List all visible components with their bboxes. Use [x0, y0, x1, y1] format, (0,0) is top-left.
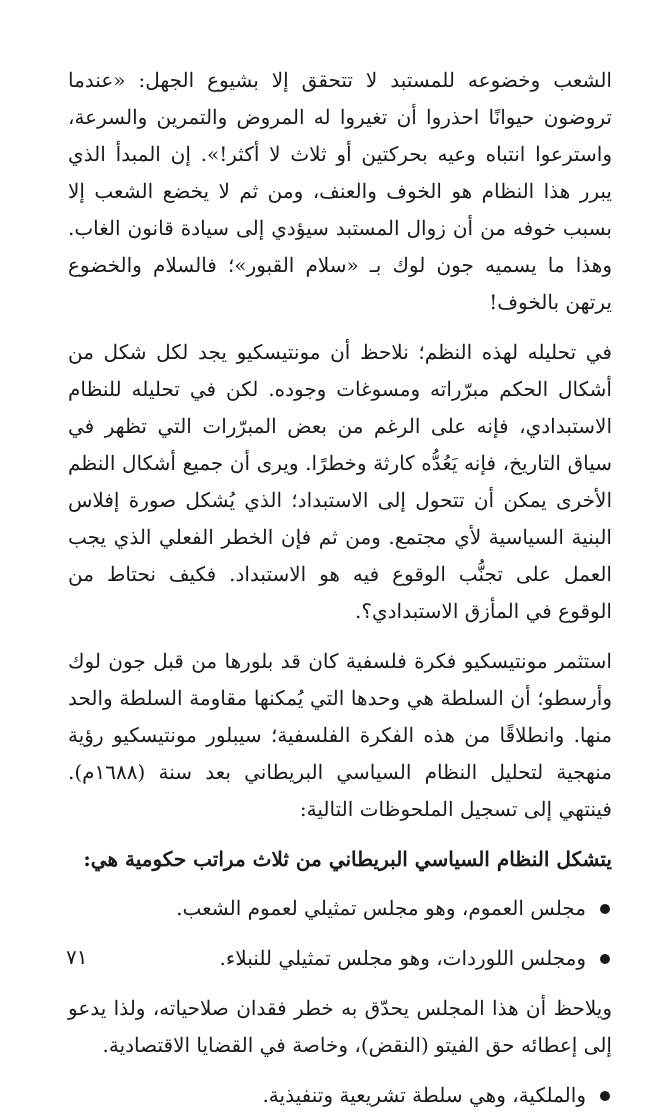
- bullet-icon: [600, 1091, 610, 1101]
- list-item: [68, 940, 610, 977]
- section-heading: يتشكل النظام السياسي البريطاني من ثلاث مراتب حكومية هي:: [83, 847, 612, 871]
- bullet-icon: [600, 954, 610, 964]
- bullet-list-chambers: [68, 890, 612, 977]
- bullet-list-monarchy: [68, 1077, 612, 1114]
- bullet-icon: [600, 904, 610, 914]
- list-item-text: مجلس العموم، وهو مجلس تمثيلي لعموم الشعب.: [176, 896, 586, 920]
- list-item: [68, 1077, 610, 1114]
- list-item-text: والملكية، وهي سلطة تشريعية وتنفيذية.: [262, 1083, 586, 1107]
- list-item: [68, 890, 610, 927]
- paragraph-lords-note: ويلاحظ أن هذا المجلس يحدّق به خطر فقدان صلاحياته، ولذا يدعو إلى إعطائه حق الفيتو (النقض)، وخاصة في القضايا الاقتصادية.: [68, 996, 612, 1057]
- paragraph-separation-of-powers: استثمر مونتيسكيو فكرة فلسفية كان قد بلورها من قبل جون لوك وأرسطو؛ أن السلطة هي وحدها التي يُمكنها مقاومة السلطة والحد منها. وانطلاقًا من هذه الفكرة الفلسفية؛ سيبلور مونتيسكيو رؤية منهجية لتحليل النظام السياسي البريطاني بعد سنة (١٦٨٨م). فينتهي إلى تسجيل الملحوظات التالية:: [68, 649, 612, 821]
- page-number: ٧١: [66, 945, 88, 969]
- paragraph-montesquieu-analysis: في تحليله لهذه النظم؛ نلاحظ أن مونتيسكيو يجد لكل شكل من أشكال الحكم مبرّراته ومسوغات وجوده. لكن في تحليله للنظام الاستبدادي، فإنه على الرغم من بعض المبرّرات التي تظهر في سياق التاريخ، فإنه يَعُدُّه كارثة وخطرًا. ويرى أن جميع أشكال النظم الأخرى يمكن أن تتحول إلى الاستبداد؛ الذي يُشكل صورة إفلاس البنية السياسية لأي مجتمع. ومن ثم فإن الخطر الفعلي الذي يجب العمل على تجنُّب الوقوع فيه هو الاستبداد. فكيف نحتاط من الوقوع في المأزق الاستبدادي؟.: [68, 340, 612, 623]
- list-item-text: ومجلس اللوردات، وهو مجلس تمثيلي للنبلاء.: [219, 946, 586, 970]
- paragraph-despotism-fear: الشعب وخضوعه للمستبد لا تتحقق إلا بشيوع الجهل: «عندما تروضون حيوانًا احذروا أن تغيروا له المروض والتمرين والسرعة، واسترعوا انتباه وعيه بحركتين أو ثلاث لا أكثر!». إن المبدأ الذي يبرر هذا النظام هو الخوف والعنف، ومن ثم لا يخضع الشعب إلا بسبب خوفه من أن زوال المستبد سيؤدي إلى سيادة قانون الغاب. وهذا ما يسميه جون لوك بـ «سلام القبور»؛ فالسلام والخضوع يرتهن بالخوف!: [68, 68, 612, 314]
